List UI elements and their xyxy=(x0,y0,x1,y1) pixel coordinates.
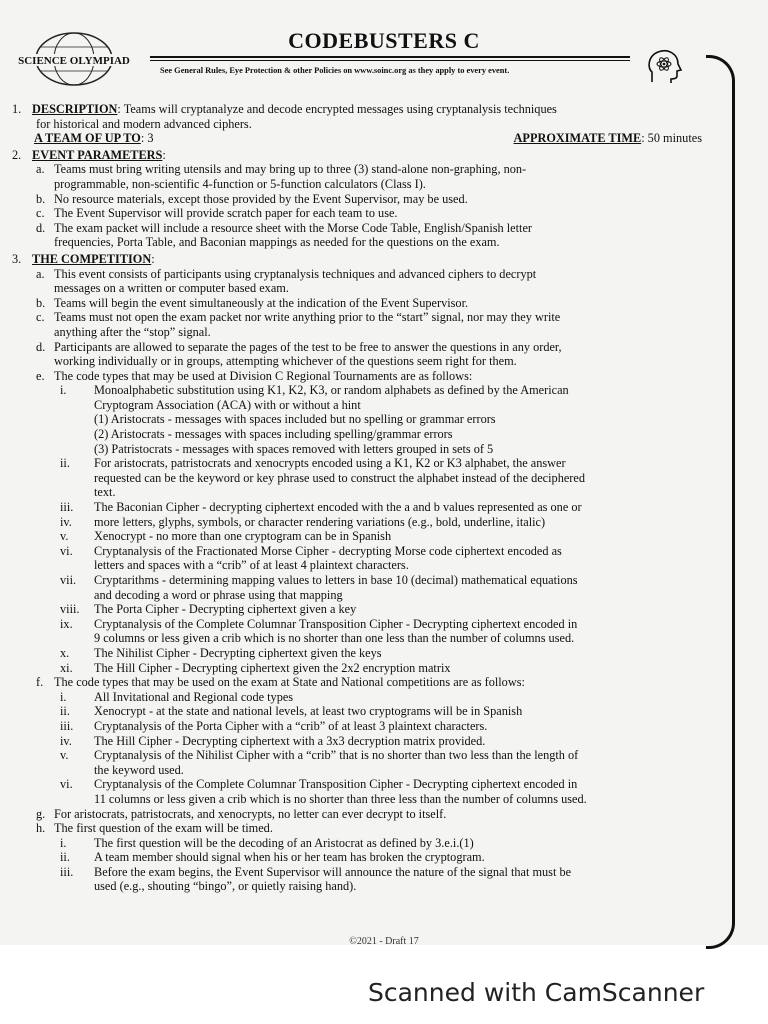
item-text: The code types that may be used at Division C Regional Tournaments are as follows: xyxy=(54,368,473,383)
sub-item-label: ix. xyxy=(60,616,73,631)
time-label: APPROXIMATE TIME xyxy=(513,131,642,146)
list-item xyxy=(12,310,714,339)
sub-item-text-cont: requested can be the keyword or key phrase used to construct the alphabet instead of the deciphered xyxy=(94,470,586,485)
team-label: A TEAM OF UP TO xyxy=(34,131,141,146)
sub-item-text: A team member should signal when his or her team has broken the cryptogram. xyxy=(94,850,485,865)
description-text: : Teams will cryptanalyze and decode encrypted messages using cryptanalysis techniques xyxy=(117,102,557,116)
sub-item-label: i. xyxy=(60,383,67,398)
sub-item-label: ii. xyxy=(60,704,70,719)
sub-item-text: The Hill Cipher - Decrypting ciphertext given the 2x2 encryption matrix xyxy=(94,660,451,675)
item-text-cont: programmable, non-scientific 4-function or 5-function calculators (Class I). xyxy=(54,176,426,191)
sub-item-text: The Nihilist Cipher - Decrypting ciphertext given the keys xyxy=(94,645,382,660)
sub-item xyxy=(12,515,714,530)
sub-item xyxy=(12,704,714,719)
sub-item xyxy=(12,544,714,573)
section-heading: EVENT PARAMETERS xyxy=(32,147,163,162)
logo-text: SCIENCE OLYMPIAD xyxy=(18,55,130,67)
sub-item-text-cont: the keyword used. xyxy=(94,762,184,777)
title-rule-thin xyxy=(150,60,630,61)
description-text-cont: for historical and modern advanced ciphers. xyxy=(36,116,252,131)
sub-item-label: ii. xyxy=(60,456,70,471)
sub-item-label: i. xyxy=(60,835,67,850)
sub-item-text: Cryptarithms - determining mapping values to letters in base 10 (decimal) mathematical equations xyxy=(94,573,578,587)
sub-item-text: For aristocrats, patristocrats and xenocrypts encoded using a K1, K2 or K3 alphabet, the answer xyxy=(94,456,566,471)
sub-item-label: iv. xyxy=(60,733,72,748)
sub-item-label: ii. xyxy=(60,850,70,865)
item-label: c. xyxy=(36,310,45,325)
sub-item-label: vi. xyxy=(60,543,73,558)
item-label: b. xyxy=(36,295,46,310)
sub-item xyxy=(12,529,714,544)
section-description xyxy=(12,102,714,117)
sub-item xyxy=(12,748,714,777)
list-item xyxy=(12,675,714,690)
item-label: h. xyxy=(36,821,46,836)
item-label: g. xyxy=(36,806,46,821)
item-text: The first question of the exam will be timed. xyxy=(54,821,273,836)
sub-item-label: i. xyxy=(60,689,67,704)
sub-item-text: The Porta Cipher - Decrypting ciphertext given a key xyxy=(94,602,357,617)
item-text-cont: messages on a written or computer based exam. xyxy=(54,281,289,296)
list-item xyxy=(12,821,714,836)
list-item xyxy=(12,369,714,384)
list-item xyxy=(12,267,714,296)
sub-item-text: The Baconian Cipher - decrypting ciphertext encoded with the a and b values represented as one or xyxy=(94,500,582,515)
section-number: 2. xyxy=(12,147,22,162)
section-heading: DESCRIPTION xyxy=(32,102,118,116)
title-rule xyxy=(150,56,630,58)
sub-item-label: xi. xyxy=(60,660,73,675)
sub-item-text-cont: and decoding a word or phrase using that mapping xyxy=(94,587,343,602)
sub-item-text-cont: used (e.g., shouting “bingo”, or quietly raising hand). xyxy=(94,879,357,894)
sub-item-label: vii. xyxy=(60,573,77,587)
sub-item-text: The Hill Cipher - Decrypting ciphertext with a 3x3 decryption matrix provided. xyxy=(94,733,486,748)
section-number: 3. xyxy=(12,251,22,266)
list-item xyxy=(12,192,714,207)
sub-item-text-cont: 9 columns or less given a crib which is no shorter than one less than the number of columns used. xyxy=(94,631,575,646)
sub-item xyxy=(12,500,714,515)
item-text: Teams must bring writing utensils and may bring up to three (3) stand-alone non-graphing, non- xyxy=(54,162,527,177)
brain-icon xyxy=(644,46,684,86)
sub-item xyxy=(12,646,714,661)
sub-item-label: iii. xyxy=(60,718,74,733)
sub-item-text-cont: text. xyxy=(94,485,116,500)
item-label: b. xyxy=(36,191,46,206)
sub-item-text-cont: Cryptogram Association (ACA) with or without a hint xyxy=(94,397,361,412)
sub-item xyxy=(12,719,714,734)
item-text: Teams will begin the event simultaneously at the indication of the Event Supervisor. xyxy=(54,295,469,310)
item-text-cont: anything after the “stop” signal. xyxy=(54,324,211,339)
rules-content xyxy=(12,102,714,894)
item-label: d. xyxy=(36,220,46,235)
list-item xyxy=(12,206,714,221)
sub-item-label: x. xyxy=(60,645,70,660)
sub-item-text: Cryptanalysis of the Porta Cipher with a “crib” of at least 3 plaintext characters. xyxy=(94,718,488,733)
list-item xyxy=(12,340,714,369)
team-time-row xyxy=(12,131,702,146)
list-item xyxy=(12,296,714,311)
sub-item xyxy=(12,734,714,749)
sub-item-text-cont: 11 columns or less given a crib which is no shorter than three less than the number of columns used. xyxy=(94,791,587,806)
page-footer: ©2021 - Draft 17 xyxy=(349,936,419,947)
list-item xyxy=(12,162,714,191)
heading-colon: : xyxy=(162,147,166,162)
sub-item-label: v. xyxy=(60,529,69,544)
section-heading: THE COMPETITION xyxy=(32,251,152,266)
sub-item-label: viii. xyxy=(60,602,80,617)
heading-colon: : xyxy=(151,251,155,266)
item-label: a. xyxy=(36,162,45,177)
sub-item-text: All Invitational and Regional code types xyxy=(94,689,294,704)
sub-item-text: more letters, glyphs, symbols, or character rendering variations (e.g., bold, underline, italic) xyxy=(94,514,546,529)
list-item xyxy=(12,807,714,822)
sub-item xyxy=(12,602,714,617)
sub-item-label: vi. xyxy=(60,777,73,792)
sub-item-label: v. xyxy=(60,748,69,763)
sub-item xyxy=(12,383,714,412)
sub-item-text: Cryptanalysis of the Complete Columnar Transposition Cipher - Decrypting ciphertext encoded in xyxy=(94,616,578,631)
sub-item xyxy=(12,777,714,806)
item-label: f. xyxy=(36,675,44,690)
item-text: The exam packet will include a resource sheet with the Morse Code Table, English/Spanish letter xyxy=(54,220,533,235)
sub-item-text: Before the exam begins, the Event Supervisor will announce the nature of the signal that must be xyxy=(94,864,572,879)
sub-item xyxy=(12,865,714,894)
sub-item-text: The first question will be the decoding of an Aristocrat as defined by 3.e.i.(1) xyxy=(94,835,474,850)
item-text: Participants are allowed to separate the pages of the test to be free to answer the questions in any order, xyxy=(54,339,562,354)
section-event-parameters xyxy=(12,148,714,163)
sub-item-text: Xenocrypt - at the state and national levels, at least two cryptograms will be in Spanish xyxy=(94,704,523,719)
sub-item xyxy=(12,617,714,646)
item-text: The Event Supervisor will provide scratch paper for each team to use. xyxy=(54,206,398,221)
item-text: No resource materials, except those provided by the Event Supervisor, may be used. xyxy=(54,191,468,206)
item-text: For aristocrats, patristocrats, and xenocrypts, no letter can ever decrypt to itself. xyxy=(54,806,447,821)
sub-item-text: Xenocrypt - no more than one cryptogram can be in Spanish xyxy=(94,529,392,544)
sub-item-text: Cryptanalysis of the Complete Columnar Transposition Cipher - Decrypting ciphertext encoded in xyxy=(94,777,578,792)
sub-sub-item: (2) Aristocrats - messages with spaces including spelling/grammar errors xyxy=(94,427,453,442)
section-number: 1. xyxy=(12,102,22,116)
item-label: c. xyxy=(36,206,45,221)
section-competition xyxy=(12,252,714,267)
sub-item xyxy=(12,690,714,705)
item-label: d. xyxy=(36,339,46,354)
sub-sub-item: (3) Patristocrats - messages with spaces removed with letters grouped in sets of 5 xyxy=(94,441,494,456)
sub-item xyxy=(12,456,714,500)
page-title: CODEBUSTERS C xyxy=(288,28,480,53)
sub-item xyxy=(12,850,714,865)
sub-item-text: Monoalphabetic substitution using K1, K2, K3, or random alphabets as defined by the American xyxy=(94,383,569,398)
sub-item-text-cont: letters and spaces with a “crib” of at least 4 plaintext characters. xyxy=(94,558,409,573)
sub-item xyxy=(12,661,714,676)
item-text: Teams must not open the exam packet nor write anything prior to the “start” signal, nor may they write xyxy=(54,310,561,325)
item-text: This event consists of participants using cryptanalysis techniques and advanced ciphers to decrypt xyxy=(54,266,537,281)
time-value: : 50 minutes xyxy=(641,131,702,146)
sub-item-text: Cryptanalysis of the Fractionated Morse Cipher - decrypting Morse code ciphertext encoded as xyxy=(94,543,562,558)
sub-sub-item: (1) Aristocrats - messages with spaces included but no spelling or grammar errors xyxy=(94,412,496,427)
sub-item xyxy=(12,573,714,602)
item-text: The code types that may be used on the exam at State and National competitions are as follows: xyxy=(54,675,525,690)
item-text-cont: working individually or in groups, attempting whichever of the questions seem right for them. xyxy=(54,354,517,369)
sub-item-label: iii. xyxy=(60,864,74,879)
sub-item-label: iii. xyxy=(60,500,74,515)
item-text-cont: frequencies, Porta Table, and Baconian mappings as needed for the questions on the exam. xyxy=(54,235,500,250)
page-subtitle: See General Rules, Eye Protection & other Policies on www.soinc.org as they apply to every event. xyxy=(160,66,510,75)
sub-item-label: iv. xyxy=(60,514,72,529)
camscanner-watermark: Scanned with CamScanner xyxy=(368,978,705,1007)
sub-item-text: Cryptanalysis of the Nihilist Cipher with a “crib” that is no shorter than two less than the length of xyxy=(94,748,579,763)
item-label: a. xyxy=(36,266,45,281)
list-item xyxy=(12,221,714,250)
item-label: e. xyxy=(36,368,45,383)
team-value: : 3 xyxy=(140,131,154,146)
sub-item xyxy=(12,836,714,851)
